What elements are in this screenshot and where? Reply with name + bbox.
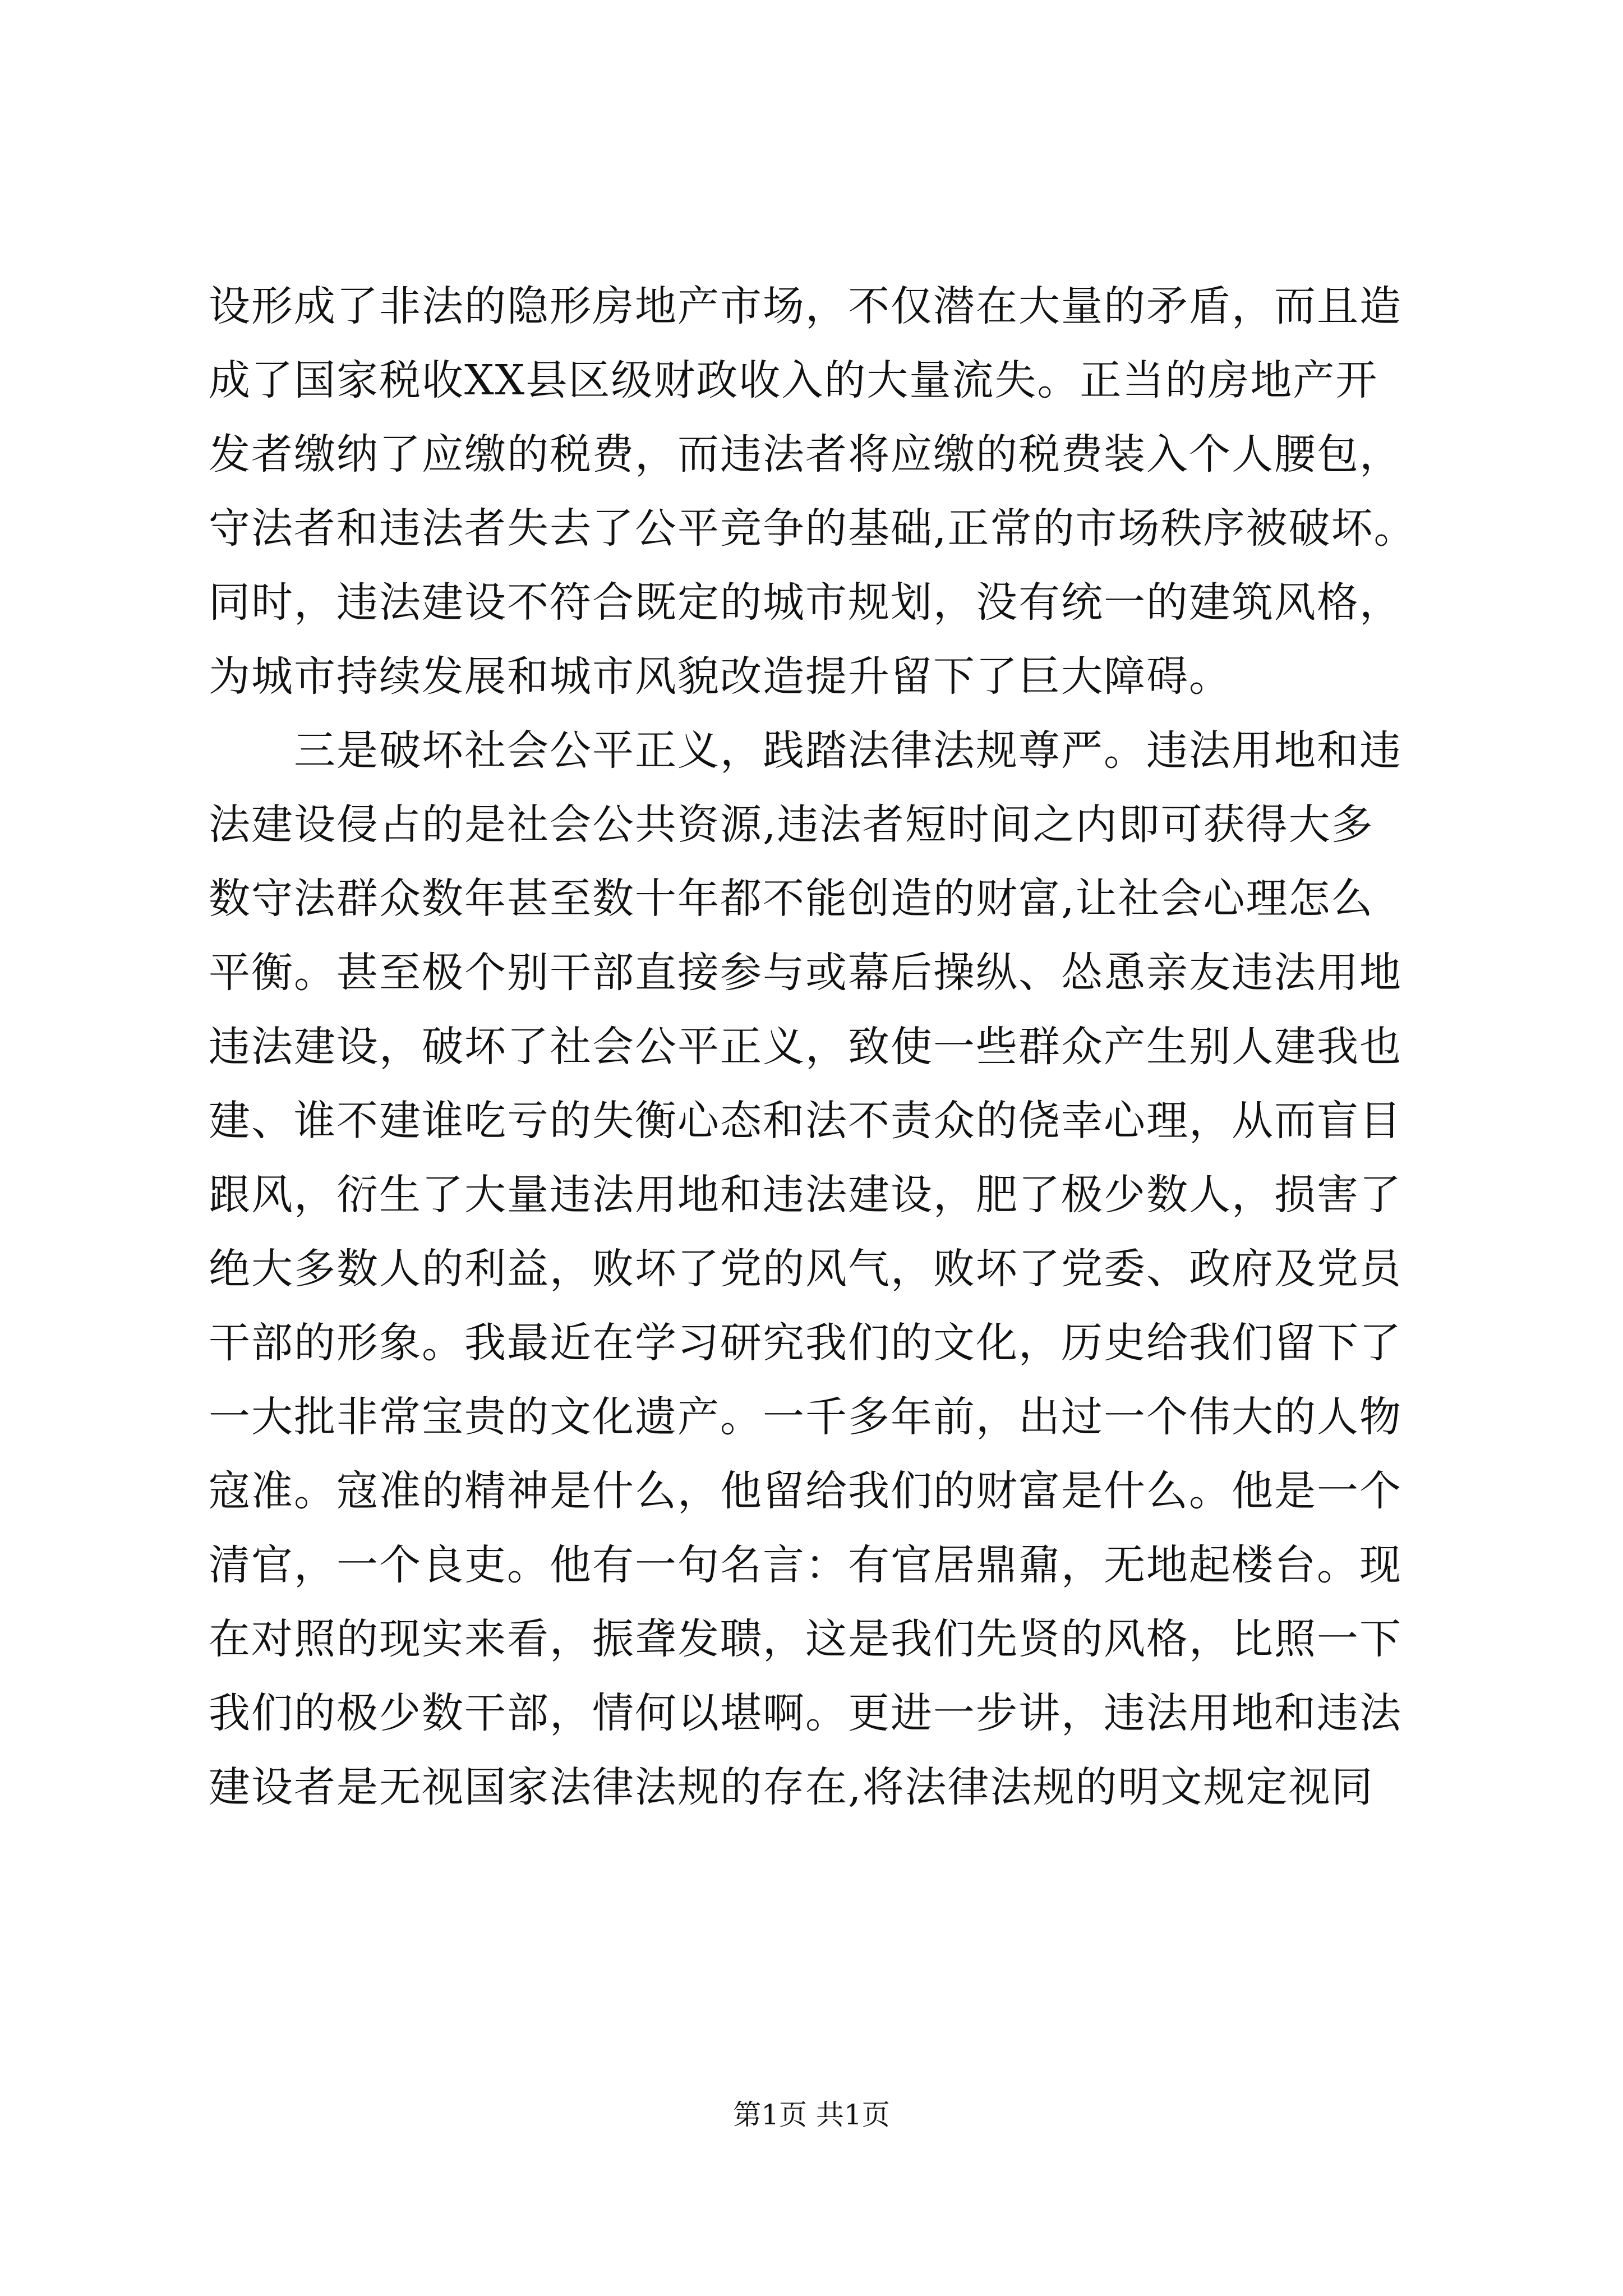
text-line: 数守法群众数年甚至数十年都不能创造的财富,让社会心理怎么 bbox=[209, 875, 1374, 923]
text-line: 一大批非常宝贵的文化遗产。一千多年前，出过一个伟大的人物 bbox=[209, 1393, 1402, 1441]
text-line: 设形成了非法的隐形房地产市场，不仅潜在大量的矛盾，而且造 bbox=[209, 282, 1402, 330]
text-line: 我们的极少数干部，情何以堪啊。更进一步讲，违法用地和违法 bbox=[209, 1689, 1402, 1737]
text-line: 清官，一个良吏。他有一句名言：有官居鼎鼐，无地起楼台。现 bbox=[209, 1541, 1402, 1589]
text-line: 三是破坏社会公平正义，践踏法律法规尊严。违法用地和违 bbox=[209, 726, 1402, 775]
text-line: 为城市持续发展和城市风貌改造提升留下了巨大障碍。 bbox=[209, 652, 1232, 701]
text-line: 平衡。甚至极个别干部直接参与或幕后操纵、怂恿亲友违法用地 bbox=[209, 949, 1402, 997]
text-line: 同时，违法建设不符合既定的城市规划，没有统一的建筑风格， bbox=[209, 578, 1402, 627]
text-line: 法建设侵占的是社会公共资源,违法者短时间之内即可获得大多 bbox=[209, 800, 1374, 849]
text-line: 守法者和违法者失去了公平竞争的基础,正常的市场秩序被破坏。 bbox=[209, 504, 1417, 553]
text-line: 跟风，衍生了大量违法用地和违法建设，肥了极少数人，损害了 bbox=[209, 1171, 1402, 1219]
text-line: 绝大多数人的利益，败坏了党的风气，败坏了党委、政府及党员 bbox=[209, 1245, 1402, 1293]
text-line: 发者缴纳了应缴的税费，而违法者将应缴的税费装入个人腰包， bbox=[209, 430, 1402, 478]
document-body bbox=[209, 269, 1417, 1824]
text-line: 建设者是无视国家法律法规的存在,将法律法规的明文规定视同 bbox=[209, 1763, 1374, 1811]
text-line: 成了国家税收XX县区级财政收入的大量流失。正当的房地产开 bbox=[209, 356, 1378, 404]
text-line: 干部的形象。我最近在学习研究我们的文化，历史给我们留下了 bbox=[209, 1319, 1402, 1367]
text-line: 建、谁不建谁吃亏的失衡心态和法不责众的侥幸心理，从而盲目 bbox=[209, 1097, 1402, 1145]
text-line: 在对照的现实来看，振聋发聩，这是我们先贤的风格，比照一下 bbox=[209, 1615, 1402, 1663]
page-footer: 第1页 共1页 bbox=[733, 2099, 890, 2131]
text-line: 寇准。寇准的精神是什么，他留给我们的财富是什么。他是一个 bbox=[209, 1467, 1402, 1515]
text-line: 违法建设，破坏了社会公平正义，致使一些群众产生别人建我也 bbox=[209, 1023, 1402, 1071]
